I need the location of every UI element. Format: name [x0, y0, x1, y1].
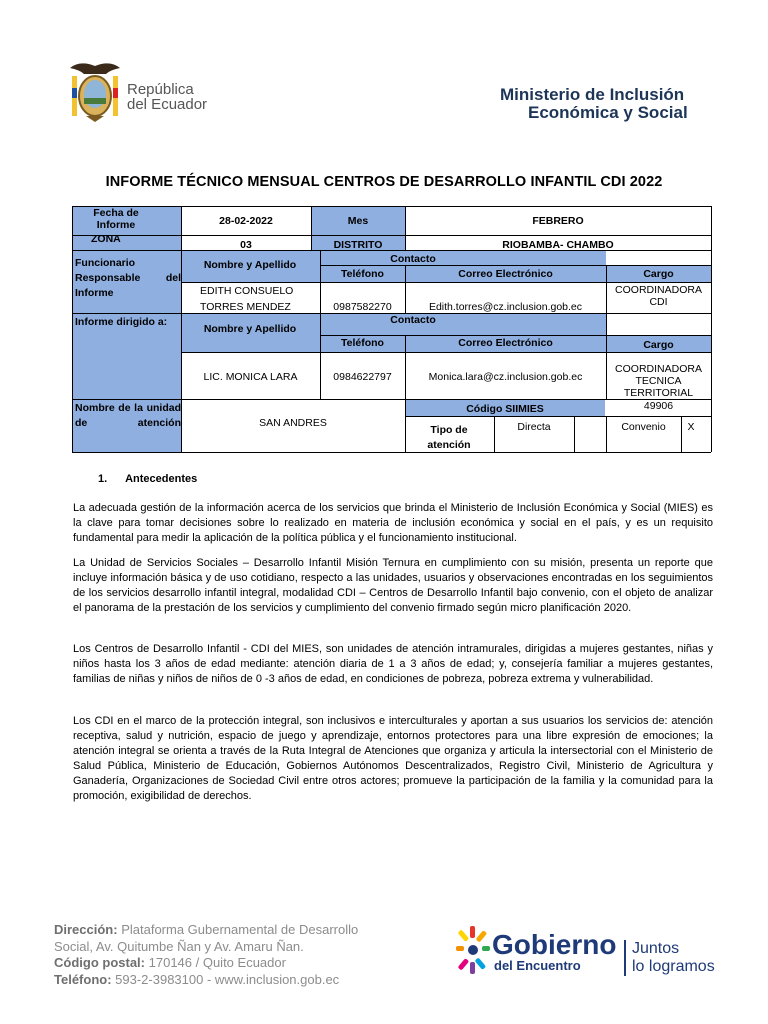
distrito-label: DISTRITO [333, 239, 383, 251]
distrito-value: RIOBAMBA- CHAMBO [502, 239, 614, 251]
nombre-label: Nombre y Apellido [203, 259, 297, 271]
address-line-2: Social, Av. Quitumbe Ñan y Av. Amaru Ñan. [54, 938, 304, 954]
gobierno-encuentro-icon [455, 920, 491, 978]
dirigido-phone: 0984622797 [333, 371, 392, 383]
ecuador-coat-of-arms-logo [66, 58, 124, 124]
cargo-label: Cargo [643, 268, 674, 280]
responsable-phone: 0987582270 [333, 301, 392, 313]
responsable-email: Edith.torres@cz.inclusion.gob.ec [428, 301, 583, 313]
contacto-label-2: Contacto [390, 314, 436, 326]
responsable-name-2: TORRES MENDEZ [200, 301, 291, 313]
cargo-label-2: Cargo [643, 339, 674, 351]
country-line-2: del Ecuador [127, 96, 208, 113]
postal-value: 170146 / Quito Ecuador [148, 955, 286, 970]
paragraph-4: Los CDI en el marco de la protección integral, son inclusivos e interculturales y aportan a sus usuarios los servicios de: atención receptiva, salud y nutrición, espacio de juego y aprendizaje, entornos protectores para una libre expresión de emociones; la atención integral se orienta a través de la Ruta Integral de Atenciones que organiza y articula la intersectorial con el Ministerio de Salud Pública, Ministerio de Educación, Gobiernos Autónomos Descentralizados, Registro Civil, Ministerio de Agricultura y Ganadería, Organizaciones de Sociedad Civil entre otros actores; promueve la participación de la familia y la comunidad para la promoción, exigibilidad de derechos. [73, 715, 713, 802]
slogan-line-2: lo logramos [632, 958, 715, 975]
dirigido-email: Monica.lara@cz.inclusion.gob.ec [428, 371, 583, 383]
ministry-name [500, 86, 688, 122]
section-heading-antecedentes: 1. Antecedentes [98, 473, 198, 485]
correo-label-2: Correo Electrónico [458, 337, 553, 349]
dirigido-name: LIC. MONICA LARA [203, 371, 298, 383]
address-label: Dirección: [54, 922, 118, 937]
dirigido-cargo: COORDINADORA TECNICA TERRITORIAL [615, 363, 702, 399]
correo-label: Correo Electrónico [458, 268, 553, 280]
codigo-value: 49906 [643, 400, 674, 412]
phone-label: Teléfono: [54, 971, 112, 987]
funcionario-label: Funcionario Responsable del Informe [75, 257, 181, 299]
ministry-line-2: Económica y Social [528, 103, 688, 122]
convenio-label: Convenio [621, 421, 666, 433]
fecha-value: 28-02-2022 [219, 215, 273, 227]
tipo-label: Tipo de atención [427, 424, 471, 451]
fecha-label: Fecha de Informe [93, 207, 139, 231]
document-title: INFORME TÉCNICO MENSUAL CENTROS DE DESARROLLO INFANTIL CDI 2022 [105, 174, 663, 190]
mes-value: FEBRERO [532, 215, 584, 227]
unidad-value: SAN ANDRES [259, 417, 327, 429]
responsable-cargo: COORDINADORA CDI [615, 284, 702, 308]
unidad-label: Nombre de la unidad de atención [75, 402, 181, 429]
paragraph-3: Los Centros de Desarrollo Infantil - CDI del MIES, son unidades de atención intramurales, dirigidas a mujeres gestantes, niñas y niños hasta los 3 años de edad mediante: atención diaria de 1 a 3 años de edad; y, consejería familiar a mujeres gestantes, familias de niñas y niños de niños de 0 -3 años de edad, en condiciones de pobreza, pobreza extrema y vulnerabilidad. [73, 643, 713, 685]
nombre-label-2: Nombre y Apellido [203, 323, 297, 335]
phone-value: 593-2-3983100 - www.inclusion.gob.ec [115, 971, 340, 987]
contacto-label: Contacto [390, 253, 436, 265]
dirigido-label: Informe dirigido a: [75, 316, 168, 328]
country-name [127, 82, 207, 112]
ministry-line-1: Ministerio de Inclusión [500, 85, 685, 104]
responsable-name-1: EDITH CONSUELO [200, 285, 294, 297]
juntos-slogan [624, 940, 715, 976]
slogan-line-1: Juntos [632, 940, 680, 957]
directa-label: Directa [517, 421, 551, 433]
paragraph-1: La adecuada gestión de la información acerca de los servicios que brinda el Ministerio de Inclusión Económica y Social (MIES) es la clave para tomar decisiones sobre lo realizado en materia de inclusión económica y social en el país, y es un requisito fundamental para medir la aplicación de la política pública y el funcionamiento institucional. [73, 502, 713, 544]
postal-label: Código postal: [54, 955, 145, 970]
address-line-1: Plataforma Gubernamental de Desarrollo [121, 922, 359, 937]
gobierno-encuentro-logo [492, 931, 616, 973]
convenio-mark: X [687, 421, 695, 433]
zona-label: ZONA [91, 233, 121, 245]
paragraph-2: La Unidad de Servicios Sociales – Desarrollo Infantil Misión Ternura en cumplimiento con su misión, presenta un reporte que incluye información básica y de uso cotidiano, respecto a las unidades, usuarios y observaciones encontradas en los seguimientos de los servicios desarrollo infantil integral, modalidad CDI – Centros de Desarrollo Infantil bajo convenio, con el objeto de analizar el panorama de la prestación de los servicios y cumplimiento del convenio firmado según micro planificación 2020. [73, 557, 713, 614]
mes-label: Mes [347, 215, 369, 227]
country-line-1: República [127, 81, 194, 98]
footer-address [54, 922, 358, 988]
encuentro-text: del Encuentro [494, 958, 581, 973]
zona-value: 03 [240, 239, 252, 251]
directa-mark [574, 420, 606, 422]
telefono-label-2: Teléfono [341, 337, 384, 349]
codigo-label: Código SIIMIES [466, 403, 544, 415]
telefono-label: Teléfono [341, 268, 384, 280]
gobierno-text: Gobierno [492, 929, 617, 960]
